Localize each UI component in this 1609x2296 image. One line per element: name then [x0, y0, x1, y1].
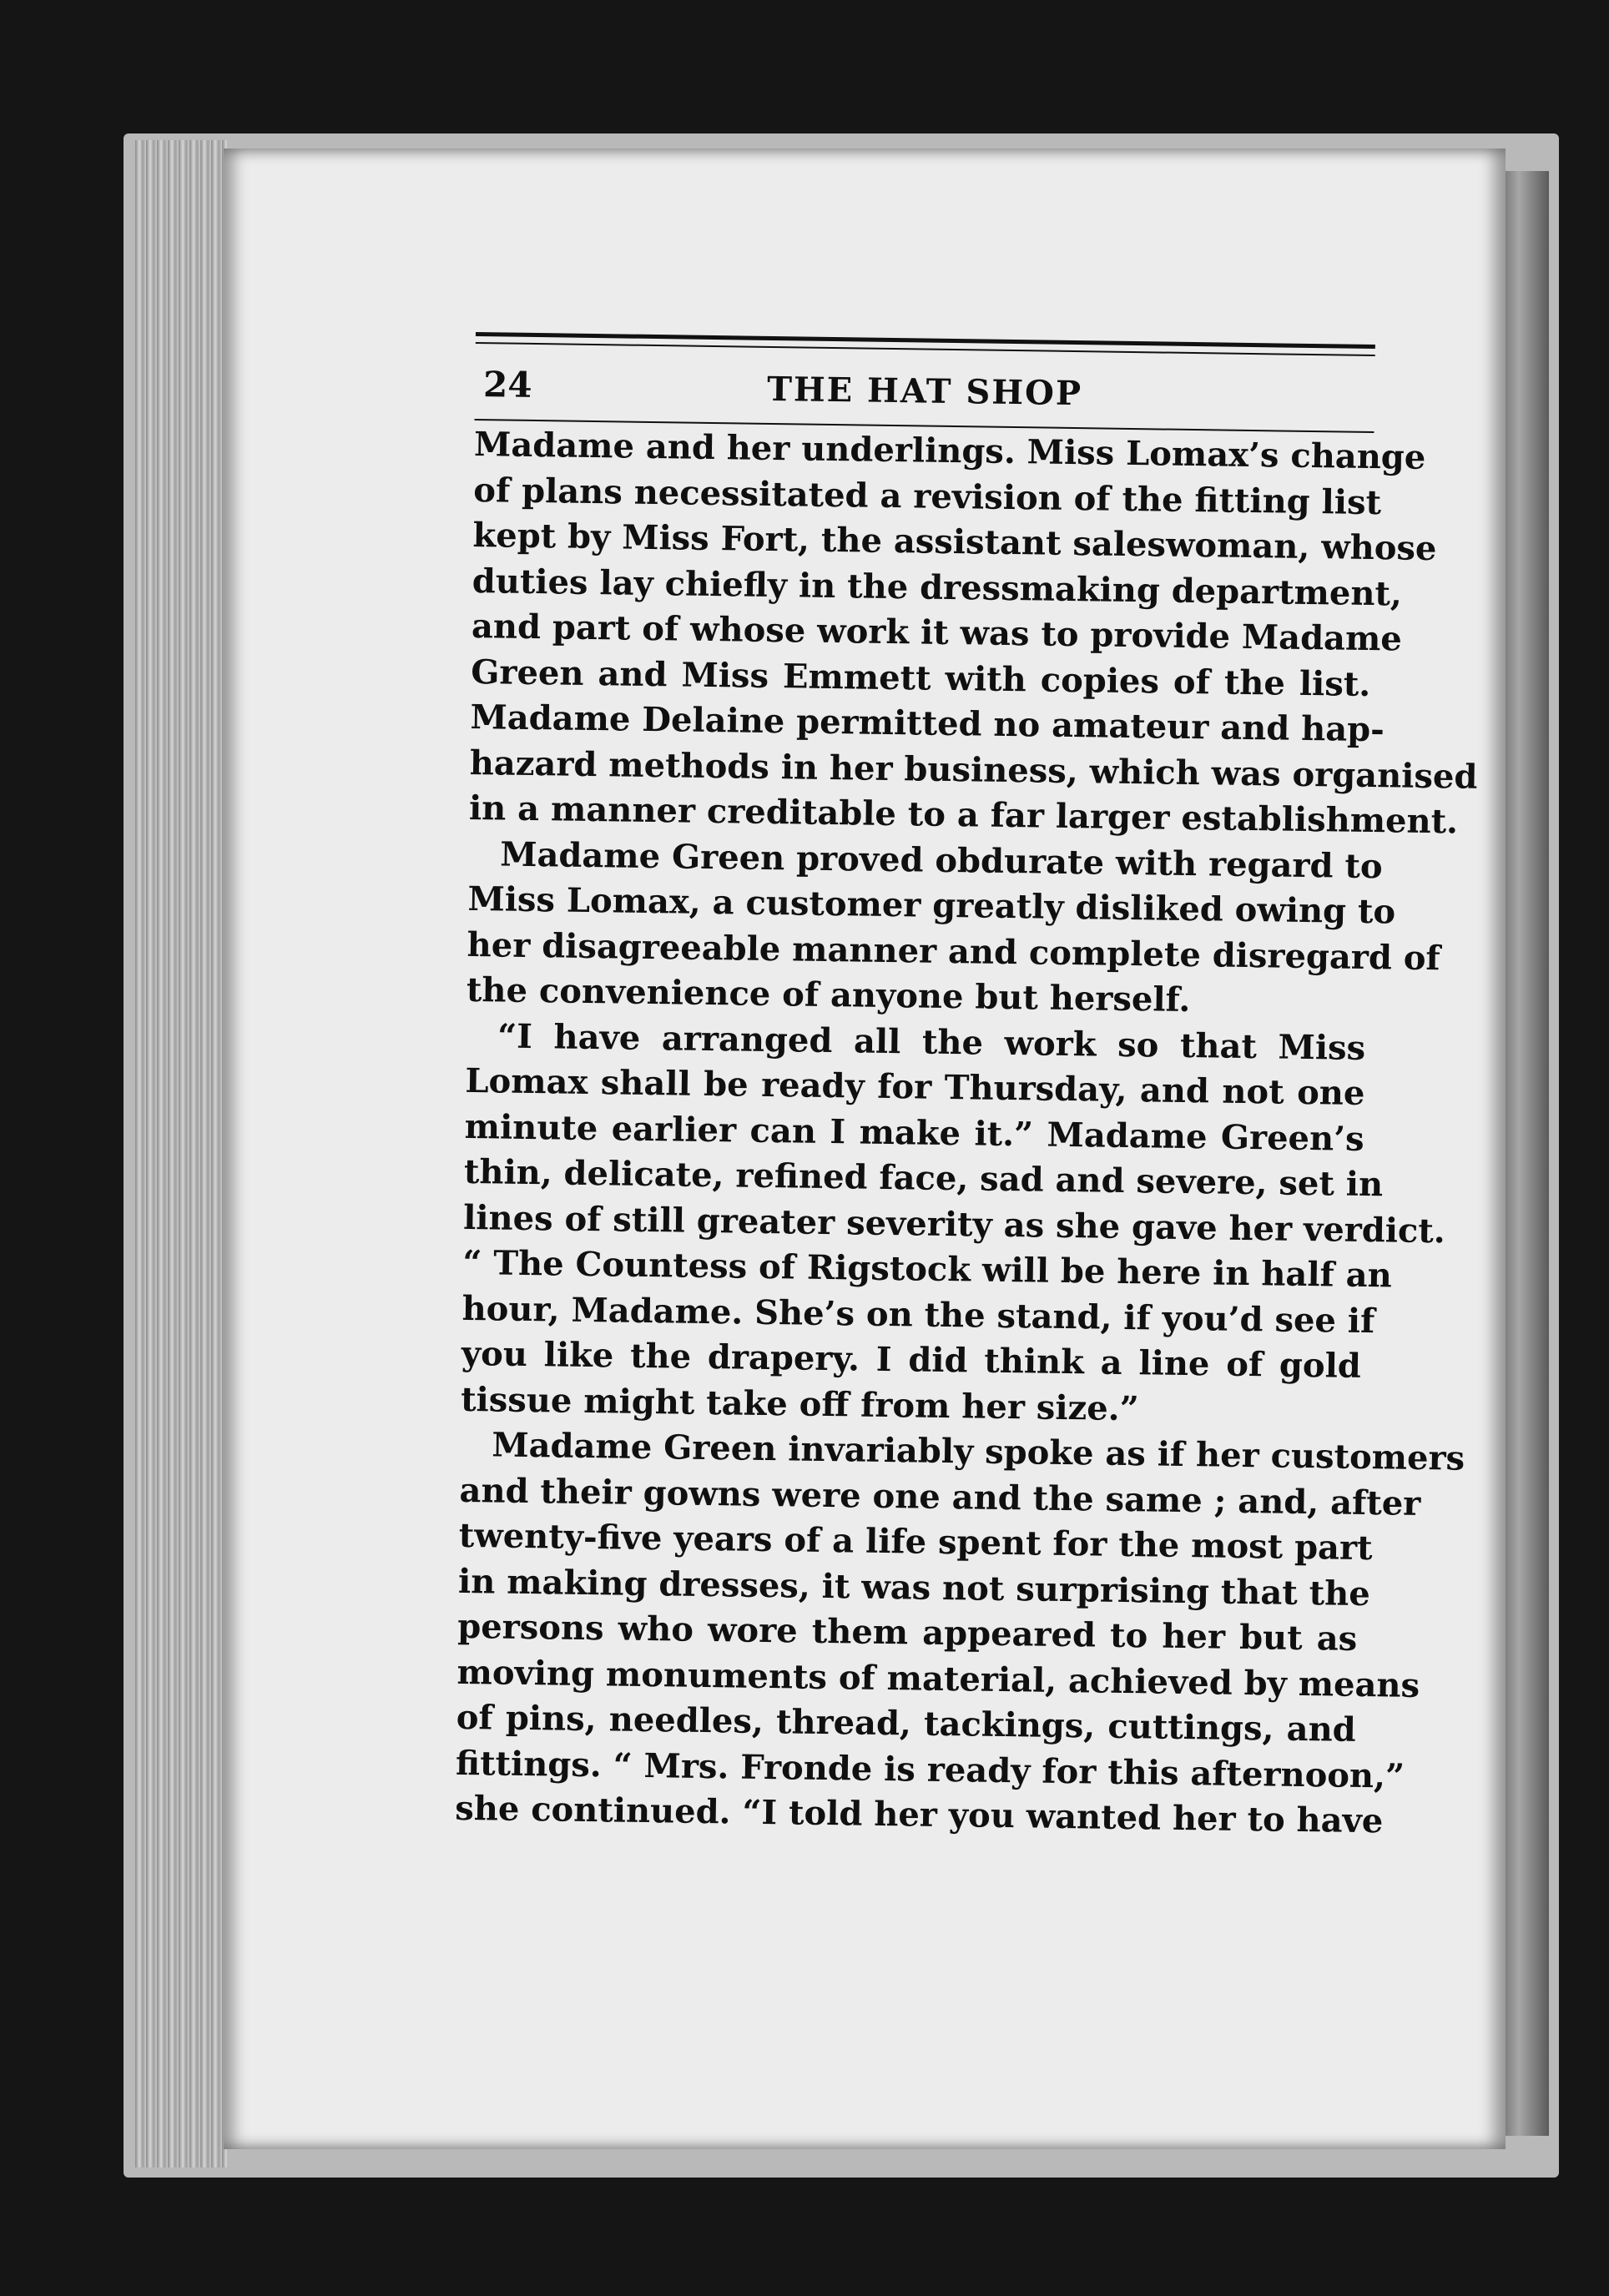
- text-line: Madame and her underlings. Miss Lomax’s change: [473, 424, 1426, 477]
- text-line: of pins, needles, thread, tackings, cuttings, and: [456, 1697, 1357, 1750]
- text-line: Madame Delaine permitted no amateur and hap-: [470, 697, 1385, 750]
- text-line: moving monuments of material, achieved by means: [456, 1652, 1420, 1705]
- text-line: her disagreeable manner and complete disregard of: [467, 924, 1441, 978]
- text-line: the convenience of anyone but herself.: [466, 969, 1191, 1020]
- facing-page-edge: [1499, 171, 1549, 2136]
- text-line: “ The Countess of Rigstock will be here in half an: [462, 1242, 1393, 1296]
- text-line: duties lay chiefly in the dressmaking department,: [472, 561, 1403, 614]
- text-line: in making dresses, it was not surprising that the: [457, 1561, 1371, 1614]
- text-line: Madame Green invariably spoke as if her customers: [492, 1425, 1465, 1478]
- text-line: fittings. “ Mrs. Fronde is ready for this afternoon,”: [455, 1743, 1405, 1796]
- paragraph: [454, 1422, 1465, 1845]
- paragraph: [468, 422, 1478, 844]
- text-line: Green and Miss Emmett with copies of the list.: [470, 652, 1371, 704]
- paragraph: [466, 831, 1441, 1025]
- text-line: lines of still greater severity as she gave her verdict.: [462, 1197, 1446, 1251]
- text-line: Miss Lomax, a customer greatly disliked owing to: [467, 879, 1396, 932]
- text-line: hour, Madame. She’s on the stand, if you’d see if: [462, 1288, 1375, 1341]
- text-line: Madame Green proved obdurate with regard to: [499, 833, 1383, 886]
- text-line: persons who wore them appeared to her but as: [457, 1606, 1358, 1659]
- text-line: of plans necessitated a revision of the fitting list: [473, 470, 1382, 522]
- page-number: 24: [482, 364, 532, 405]
- text-line: kept by Miss Fort, the assistant saleswoman, whose: [472, 515, 1437, 569]
- text-line: and part of whose work it was to provide Madame: [471, 606, 1403, 659]
- text-line: and their gowns were one and the same ; and, after: [459, 1470, 1421, 1523]
- text-line: twenty-five years of a life spent for the most part: [458, 1515, 1373, 1568]
- running-head: [475, 355, 1375, 431]
- page-edges: [135, 140, 227, 2168]
- page-text-block: [454, 332, 1478, 1844]
- text-line: in a manner creditable to a far larger establishment.: [468, 788, 1459, 842]
- paragraph: [460, 1013, 1446, 1435]
- text-line: “I have arranged all the work so that Miss: [497, 1015, 1366, 1068]
- body-text: [454, 422, 1478, 1844]
- running-title: THE HAT SHOP: [766, 369, 1083, 414]
- text-line: thin, delicate, refined face, sad and severe, set in: [463, 1151, 1384, 1205]
- text-line: she continued. “I told her you wanted her to have: [454, 1788, 1384, 1841]
- text-line: hazard methods in her business, which was organised: [469, 743, 1478, 797]
- text-line: tissue might take off from her size.”: [460, 1379, 1140, 1428]
- text-line: Lomax shall be ready for Thursday, and not one: [465, 1060, 1365, 1113]
- text-line: you like the drapery. I did think a line of gold: [461, 1333, 1362, 1386]
- text-line: minute earlier can I make it.” Madame Green’s: [464, 1106, 1364, 1159]
